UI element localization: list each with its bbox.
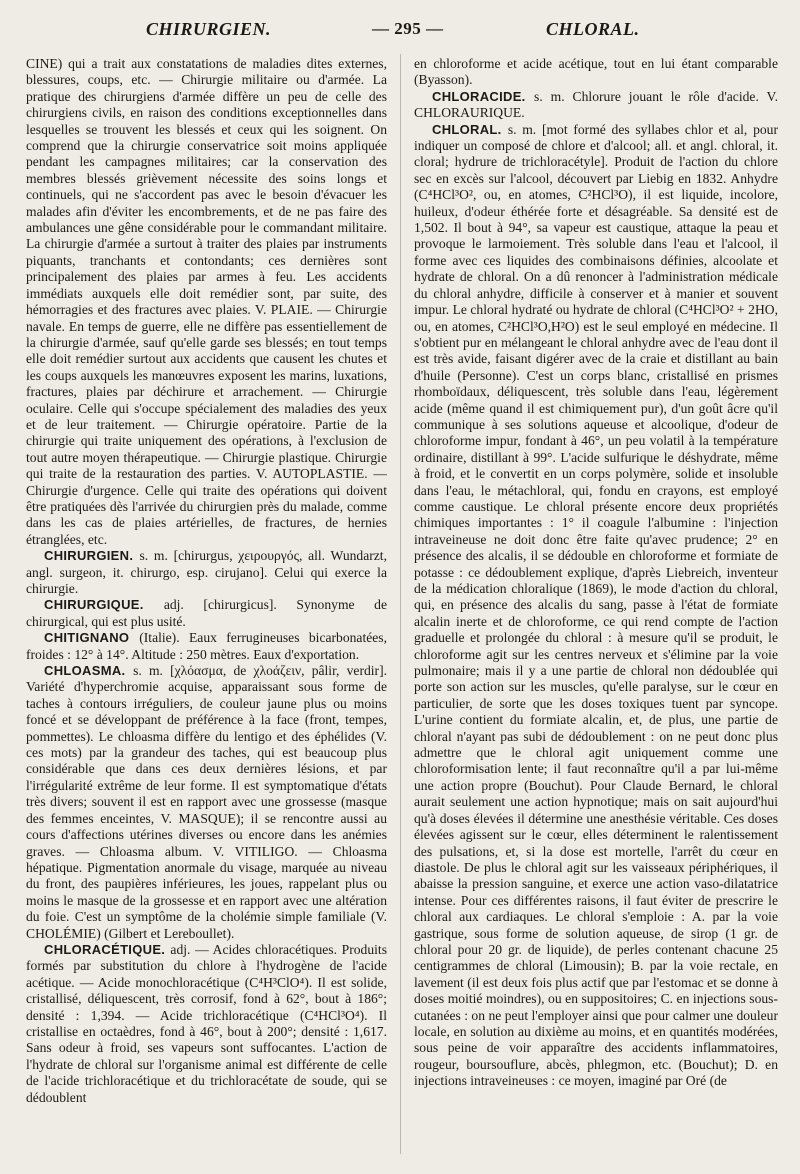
- entry-text: s. m. Chlorure jouant le rôle d'acide. V. CHLORAURIQUE.: [414, 88, 778, 121]
- entry-chloral: [414, 122, 778, 1090]
- right-column: [414, 56, 778, 1156]
- running-header: [0, 16, 800, 42]
- page-number: — 295 —: [372, 19, 444, 38]
- entry-text: s. m. [chirurgus, χειρουργός, all. Wundarzt, angl. surgeon, it. chirurgo, esp. cirujano]. Celui qui exerce la chirurgie.: [26, 548, 387, 596]
- entry-chloracetique: [26, 942, 387, 1106]
- entry-chirurgien: [26, 548, 387, 597]
- entry-chitignano: [26, 630, 387, 663]
- headword: CHLORACIDE.: [432, 88, 526, 104]
- entry-text: (Italie). Eaux ferrugineuses bicarbonatées, froides : 12° à 14°. Altitude : 250 mètres. Eaux d'exportation.: [26, 630, 387, 662]
- entry-chloracide: [414, 89, 778, 122]
- headword: CHITIGNANO: [44, 630, 130, 646]
- headword: CHLOASMA.: [44, 663, 126, 679]
- headword: CHLORAL.: [432, 121, 502, 137]
- entry-text: CINE) qui a trait aux constatations de maladies dites externes, blessures, coups, etc. — Chirurgie militaire ou d'armée. La pratique des chirurgiens d'armée diffère un peu de celle des chirurgiens civils, en raison des conditions exceptionnelles dans lesquelles se trouvent les blessés et ceux qui les soignent. On comprend que la chirurgie conservatrice soit moins appliquée pendant les campagnes militaires; car la conservation des membres blessés grièvement nécessite des soins longs et continuels, qui ne s'accordent pas avec le besoin d'évacuer les malades afin d'éviter les encombrements, et de ne pas faire des ambulances une gêne considérable pour le commandant militaire. La chirurgie d'armée a surtout à traiter des plaies par instruments piquants, tranchants et contondants; ces dernières sont principalement des plaies par armes à feu. Les accidents immédiats auxquels elle doit remédier sont, par suite, des hémorragies et des fractures avec plaies. V. PLAIE. — Chirurgie navale. En temps de guerre, elle ne diffère pas essentiellement de la chirurgie d'armée, sauf qu'elle garde ses blessés; en tout temps elle doit remédier surtout aux accidents que causent les chutes et les coups auxquels les manœuvres exposent les marins, luxations, fractures, plaies par déchirure et arrachement. — Chirurgie oculaire. Celle qui s'occupe spécialement des maladies des yeux et de leur traitement. — Chirurgie opératoire. Partie de la chirurgie qui traite uniquement des opérations, à l'exclusion de tout autre moyen thérapeutique. — Chirurgie plastique. Chirurgie qui traite de la restauration des parties. V. AUTOPLASTIE. — Chirurgie d'urgence. Celle qui traite des opérations qui doivent être pratiquées dès l'arrivée du chirurgien près du malade, comme dans les cas de plaies artérielles, de fractures, de hernies étranglées, etc.: [26, 56, 387, 547]
- entry-text: adj. — Acides chloracétiques. Produits formés par substitution du chlore à l'hydrogène de l'acide acétique. — Acide monochloracétique (C⁴H³ClO⁴). Il est solide, cristallisé, déliquescent, très corrosif, fond à 62°, bout à 186°; densité : 1,394. — Acide trichloracétique (C⁴HCl³O⁴). Il cristallise en octaèdres, fond à 46°, bout à 200°; densité : 1,617. Sans odeur à froid, ses vapeurs sont suffocantes. L'action de l'hydrate de chloral sur l'organisme animal est différente de celle de l'acide trichloracétique et du trichloracétate de soude, qui se dédoublent: [26, 941, 387, 1105]
- left-column: [26, 56, 387, 1156]
- headword: CHIRURGIQUE.: [44, 597, 144, 613]
- column-divider: [400, 54, 401, 1154]
- header-right-catchword: CHLORAL.: [546, 19, 640, 39]
- entry-chloasma: [26, 663, 387, 942]
- entry-chirurgique: [26, 597, 387, 630]
- headword: CHLORACÉTIQUE.: [44, 941, 166, 957]
- entry-text: s. m. [mot formé des syllabes chlor et al, pour indiquer un composé de chlore et d'alcool; all. et angl. chloral, it. cloral; hydrure de trichloracétyle]. Produit de l'action du chlore sec en excès sur l'alcool, découvert par Liebig en 1832. Anhydre (C⁴HCl³O², ou, en atomes, C²HCl³O), il est liquide, incolore, huileux, d'odeur éthérée forte et désagréable. Sa densité est de 1,502. Il bout à 94°, sa vapeur est caustique, attaque la peau et provoque le larmoiement. Très soluble dans l'eau et l'alcool, il forme avec ces liquides des combinaisons définies, alcoolate et hydrate de chloral. On a dû renoncer à l'administration médicale du chloral anhydre, difficile à conserver et à manier et souvent impur. Le chloral hydraté ou hydrate de chloral (C⁴HCl³O² + 2HO, ou, en atomes, C²HCl³O,H²O) est le seul employé en médecine. Il s'obtient pur en mélangeant le chloral anhydre avec de l'eau dont il est très avide, faisant digérer avec de la craie et distillant au bain d'huile (Personne). C'est un corps blanc, cristallisé en prismes rhomboïdaux, déliquescent, très soluble dans l'eau, légèrement acide (même quand il est chimiquement pur), d'un goût âcre qu'il communique à ses solutions aqueuse et alcoolique, d'odeur de chloroforme impur, fondant à 46°, un peu volatil à la température ordinaire, distillant à 99°. L'acide sulfurique le déshydrate, même à froid, et le convertit en un corps polymère, solide et insoluble dans l'eau, le métachloral, qui, fondu en crayons, est employé comme caustique. Le chloral présente encore deux propriétés chimiques importantes : 1° il coagule l'albumine : l'injection intraveineuse ne doit donc être faite qu'avec prudence; 2° en présence des alcalis, il se dédouble en chloroforme et formiate de potasse : ce dédoublement explique, d'après Liebreich, inventeur de la médication chloralique (1869), le mode d'action du chloral, qui, en présence des alcalis du sang, passe à l'état de formiate alcalin inerte et de chloroforme, ce qui rend compte de l'action graduelle et prolongée du chloral : à mesure qu'il se produit, le chloroforme agit sur les centres nerveux et s'élimine par la voie pulmonaire; mais il y a une partie de chloral non dédoublée qui porte son action sur les muscles, qu'elle paralyse, sur le cœur en particulier, de sorte que les doses toxiques tuent par syncope. L'urine contient du formiate alcalin, et, de plus, une partie de chloral n'ayant pas subi de dédoublement : on ne peut donc plus admettre que le chloral agit uniquement comme une chloroformisation lente; il faut reconnaître qu'il a par lui-même une action propre (Bouchut). Pour Claude Bernard, le chloral aurait seulement une action hypnotique; mais on sait aujourd'hui qu'à doses élevées il détermine une anesthésie véritable. Ces doses élevées agissent sur le cœur, elles déterminent le ralentissement des pulsations, et, si la dose est mortelle, l'arrêt du cœur en diastole. De plus le chloral agit sur les vaisseaux périphériques, il abaisse la pression sanguine, et exerce une action vaso-dilatatrice intense. Pour ces différentes raisons, il faut éviter de prescrire le chloral aux cardiaques. Le chloral s'emploie : A. par la voie gastrique, sous forme de solution aqueuse, de sirop (1 gr. de chloral pour 20 gr. de liquide), de perles contenant chacune 25 centigrammes de chloral (Limousin); B. par la voie rectale, en lavement (il est deux fois plus actif que par l'estomac et se donne à doses moitié moindres), ou en suppositoires; C. en injections sous-cutanées : on ne peut l'employer ainsi que pour calmer une douleur locale, en solution au dixième au moins, et en quantités modérées, sous peine de voir apparaître des accidents inflammatoires, rougeur, boursouflure, abcès, phlegmon, etc. (Bouchut); D. en injections intraveineuses : ce moyen, imaginé par Oré (de: [414, 121, 778, 1089]
- entry-text: adj. [chirurgicus]. Synonyme de chirurgical, qui est plus usité.: [26, 597, 387, 629]
- entry-continuation: [26, 56, 387, 548]
- entry-text: s. m. [χλόασμα, de χλοάζειν, pâlir, verdir]. Variété d'hyperchromie acquise, apparaissant sous forme de taches à contours irréguliers, de couleur jaune plus ou moins foncé et se développant de préférence à la face (front, tempes, pommettes). Le chloasma diffère du lentigo et des éphélides (V. ces mots) par la grandeur des taches, qui est beaucoup plus considérable que dans ces deux dernières lésions, et par l'irrégularité extrême de leur forme. Il est symptomatique d'états très divers; souvent il est en rapport avec une grossesse (masque des femmes enceintes, V. MASQUE); il se rencontre aussi au cours d'affections utérines diverses ou encore dans les anémies graves. — Chloasma album. V. VITILIGO. — Chloasma hépatique. Pigmentation anormale du visage, marquée au niveau du front, des paupières inférieures, les joues, rappelant plus ou moins le masque de la grossesse et en rapport avec une altération du foie. C'est un symptôme de la cholémie simple familiale (V. CHOLÉMIE) (Gilbert et Lereboullet).: [26, 663, 387, 941]
- entry-continuation: [414, 56, 778, 89]
- entry-text: en chloroforme et acide acétique, tout en lui étant comparable (Byasson).: [414, 56, 778, 88]
- headword: CHIRURGIEN.: [44, 548, 134, 564]
- header-left-catchword: CHIRURGIEN.: [146, 19, 272, 39]
